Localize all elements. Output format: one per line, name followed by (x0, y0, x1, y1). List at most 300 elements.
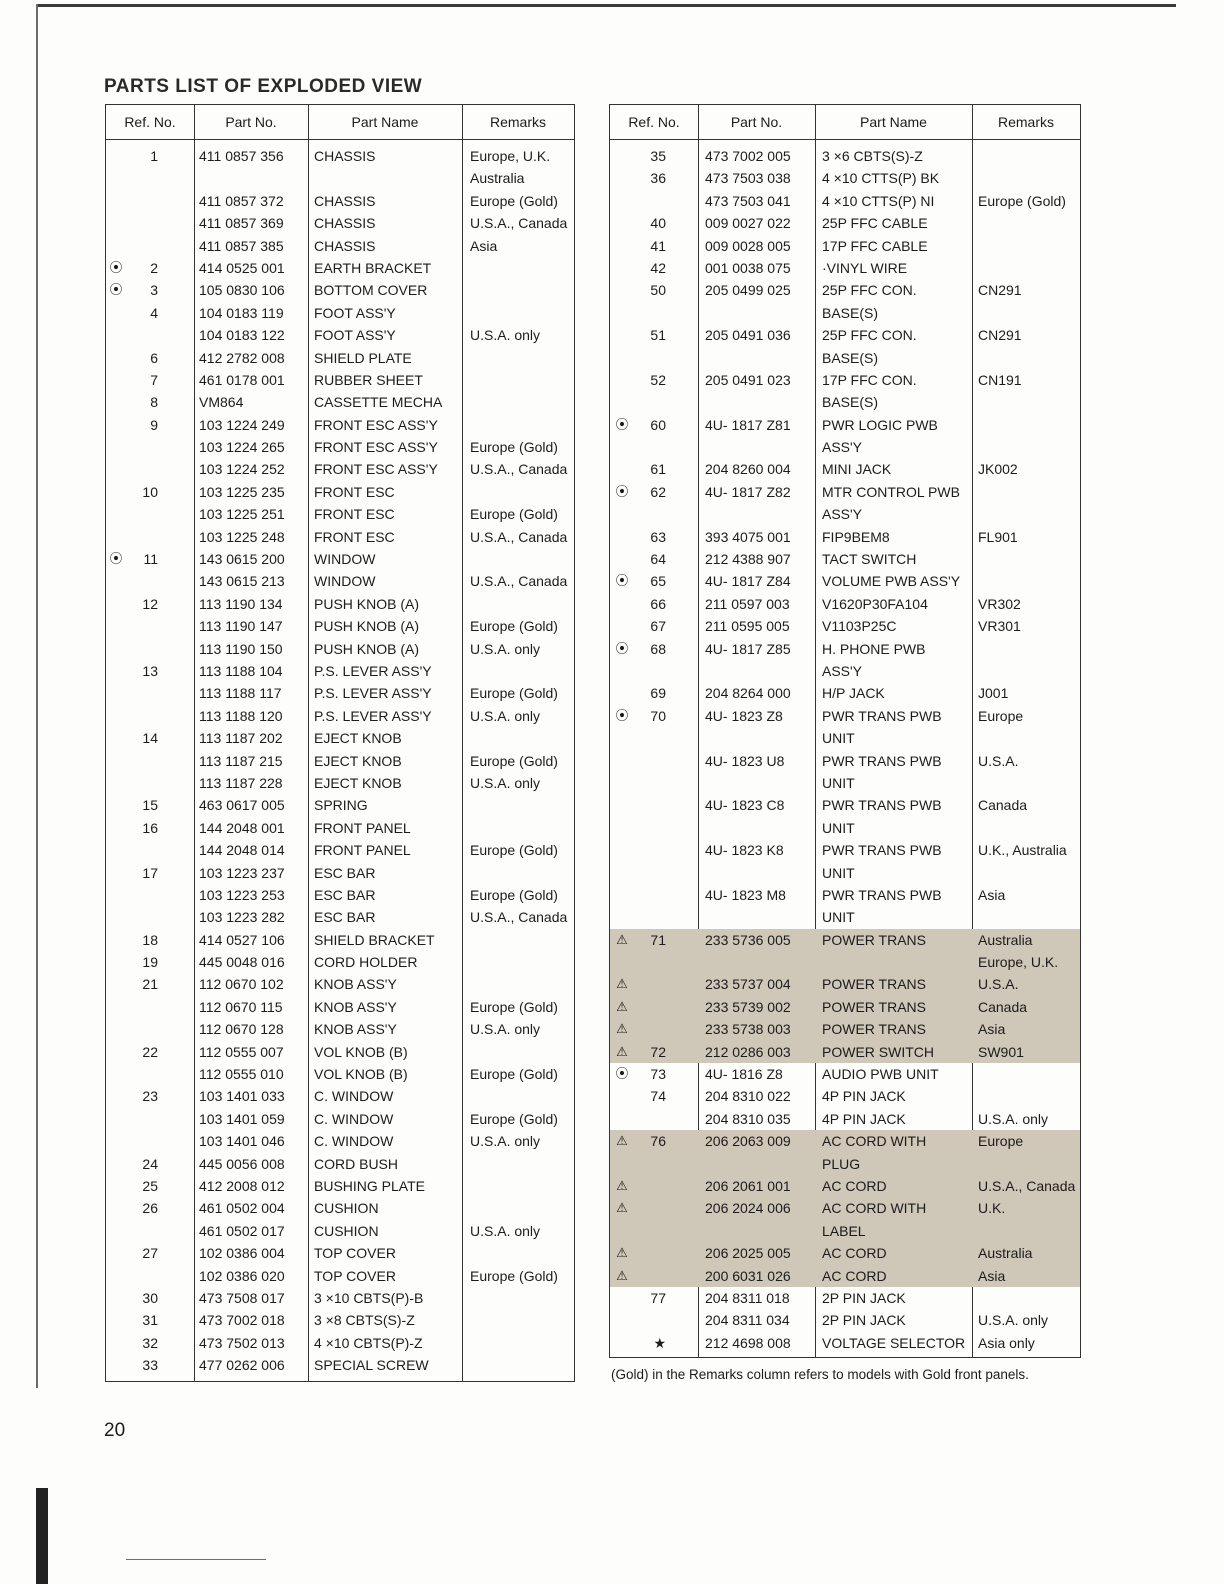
part-name-cell: LABEL (822, 1222, 866, 1239)
part-name-cell: PUSH KNOB (A) (314, 618, 420, 635)
part-name-cell: 4 ×10 CTTS(P) BK (822, 170, 940, 187)
table-row (610, 951, 1080, 973)
part-no-cell: 412 2008 012 (199, 1177, 285, 1194)
table-row (106, 884, 574, 906)
part-name-cell: FRONT ESC (314, 506, 395, 523)
part-name-cell: 17P FFC CABLE (822, 237, 928, 254)
table-row (610, 1220, 1080, 1242)
part-name-cell: VOL KNOB (B) (314, 1066, 408, 1083)
part-name-cell: UNIT (822, 909, 855, 926)
table-row (106, 1354, 574, 1376)
part-no-cell: 473 7503 038 (705, 170, 791, 187)
part-name-cell: BUSHING PLATE (314, 1177, 425, 1194)
remarks-cell: Europe (Gold) (978, 192, 1066, 209)
table-row (610, 638, 1080, 660)
part-no-cell: 143 0615 200 (199, 551, 285, 568)
table-row (106, 772, 574, 794)
remarks-cell: Europe (Gold) (470, 506, 558, 523)
row-mark-icon: ⦿ (109, 282, 123, 298)
part-name-cell: 3 ×10 CBTS(P)-B (314, 1289, 424, 1306)
part-no-cell: 411 0857 372 (199, 192, 284, 209)
part-no-cell: 001 0038 075 (705, 259, 791, 276)
table-row (610, 593, 1080, 615)
ref-no-cell: 66 (650, 595, 666, 612)
table-body-left (106, 145, 574, 1376)
part-no-cell: 461 0502 004 (199, 1200, 285, 1217)
table-row (610, 705, 1080, 727)
part-name-cell: MTR CONTROL PWB (822, 483, 960, 500)
ref-no-cell: 26 (142, 1200, 158, 1217)
table-header (106, 105, 574, 140)
table-row (106, 391, 574, 413)
table-row (106, 347, 574, 369)
part-no-cell: 102 0386 004 (199, 1245, 285, 1262)
remarks-cell: JK002 (978, 461, 1018, 478)
ref-no-cell: 64 (650, 551, 666, 568)
remarks-cell: CN291 (978, 327, 1022, 344)
table-row (610, 817, 1080, 839)
ref-no-cell: 2 (150, 259, 158, 276)
table-row (610, 1153, 1080, 1175)
table-row (106, 257, 574, 279)
ref-no-cell: 32 (142, 1334, 158, 1351)
part-name-cell: FOOT ASS'Y (314, 304, 396, 321)
ref-no-cell: 40 (650, 215, 666, 232)
row-mark-icon: ⦿ (615, 707, 629, 723)
part-name-cell: C. WINDOW (314, 1133, 394, 1150)
remarks-cell: Europe (Gold) (470, 439, 558, 456)
table-row (106, 481, 574, 503)
part-no-cell: 113 1187 228 (199, 774, 283, 791)
bottom-underline (126, 1559, 266, 1560)
ref-no-cell: 24 (142, 1155, 158, 1172)
ref-no-cell: 72 (650, 1043, 666, 1060)
ref-no-cell: 21 (142, 976, 158, 993)
ref-no-cell: 25 (142, 1177, 158, 1194)
row-mark-icon: ⚠ (616, 976, 628, 992)
ref-no-cell: 51 (650, 327, 666, 344)
part-name-cell: FRONT ESC (314, 528, 395, 545)
part-name-cell: 4P PIN JACK (822, 1088, 906, 1105)
part-name-cell: 3 ×6 CBTS(S)-Z (822, 148, 923, 164)
part-name-cell: FRONT ESC ASS'Y (314, 416, 438, 433)
part-name-cell: KNOB ASS'Y (314, 976, 397, 993)
table-row (106, 1287, 574, 1309)
remarks-cell: U.S.A. (978, 976, 1019, 993)
table-row (610, 1265, 1080, 1287)
part-name-cell: UNIT (822, 774, 855, 791)
remarks-cell: Europe (978, 707, 1024, 724)
table-row (106, 526, 574, 548)
table-row (610, 615, 1080, 637)
part-name-cell: SHIELD PLATE (314, 349, 412, 366)
ref-no-cell: ★ (653, 1334, 666, 1351)
part-name-cell: PUSH KNOB (A) (314, 640, 420, 657)
ref-no-cell: 19 (142, 954, 158, 971)
table-row (106, 369, 574, 391)
part-name-cell: CHASSIS (314, 237, 376, 254)
part-name-cell: CHASSIS (314, 215, 376, 232)
part-name-cell: BOTTOM COVER (314, 282, 428, 299)
parts-table-left (105, 104, 575, 1382)
part-no-cell: 461 0502 017 (199, 1222, 285, 1239)
part-name-cell: 25P FFC CON. (822, 327, 917, 344)
row-mark-icon: ⦿ (615, 1066, 629, 1082)
part-name-cell: PUSH KNOB (A) (314, 595, 420, 612)
table-row (610, 884, 1080, 906)
part-no-cell: 204 8311 018 (705, 1289, 790, 1306)
part-no-cell: 112 0555 007 (199, 1043, 284, 1060)
part-name-cell: PWR TRANS PWB (822, 886, 942, 903)
part-no-cell: 473 7002 005 (705, 148, 791, 164)
table-row (106, 839, 574, 861)
ref-no-cell: 61 (650, 461, 666, 478)
part-no-cell: 414 0527 106 (199, 931, 285, 948)
table-row (610, 481, 1080, 503)
row-mark-icon: ⚠ (616, 1177, 628, 1193)
table-row (610, 548, 1080, 570)
table-row (610, 862, 1080, 884)
part-name-cell: AC CORD WITH (822, 1200, 927, 1217)
remarks-cell: U.S.A., Canada (470, 215, 568, 232)
table-row (610, 1287, 1080, 1309)
table-row (106, 1153, 574, 1175)
part-name-cell: WINDOW (314, 551, 376, 568)
part-no-cell: 4U- 1817 Z81 (705, 416, 791, 433)
page-number: 20 (104, 1420, 126, 1441)
part-no-cell: 104 0183 122 (199, 327, 285, 344)
part-no-cell: VM864 (199, 394, 244, 411)
table-row (610, 279, 1080, 301)
table-row (106, 615, 574, 637)
part-name-cell: AC CORD (822, 1267, 887, 1284)
footnote: (Gold) in the Remarks column refers to models with Gold front panels. (611, 1367, 1029, 1382)
ref-no-cell: 14 (142, 730, 158, 747)
table-row (610, 1063, 1080, 1085)
remarks-cell: Europe (Gold) (470, 886, 558, 903)
row-mark-icon: ⚠ (616, 1021, 628, 1037)
part-no-cell: 204 8264 000 (705, 685, 791, 702)
part-name-cell: 2P PIN JACK (822, 1312, 906, 1329)
part-name-cell: MINI JACK (822, 461, 892, 478)
table-body-right (610, 145, 1080, 1354)
part-no-cell: 4U- 1823 Z8 (705, 707, 783, 724)
header-remarks: Remarks (489, 114, 546, 130)
part-name-cell: FRONT ESC ASS'Y (314, 461, 438, 478)
part-no-cell: 200 6031 026 (705, 1267, 791, 1284)
table-row (610, 302, 1080, 324)
remarks-cell: Asia only (978, 1334, 1035, 1351)
remarks-cell: VR302 (978, 595, 1021, 612)
ref-no-cell: 22 (142, 1043, 158, 1060)
parts-table-right (609, 104, 1081, 1358)
ref-no-cell: 63 (650, 528, 666, 545)
part-no-cell: 104 0183 119 (199, 304, 284, 321)
table-row (610, 391, 1080, 413)
part-no-cell: 233 5737 004 (705, 976, 791, 993)
table-row (106, 212, 574, 234)
part-name-cell: AC CORD WITH (822, 1133, 927, 1150)
table-row (106, 235, 574, 257)
table-row (106, 817, 574, 839)
remarks-cell: Europe (Gold) (470, 998, 558, 1015)
remarks-cell: U.S.A. only (470, 1133, 541, 1150)
part-no-cell: 103 1223 237 (199, 864, 285, 881)
remarks-cell: U.S.A. only (470, 1222, 541, 1239)
part-name-cell: POWER TRANS (822, 998, 926, 1015)
part-name-cell: POWER TRANS (822, 1021, 926, 1038)
ref-no-cell: 52 (650, 371, 666, 388)
row-mark-icon: ⚠ (616, 1267, 628, 1283)
part-no-cell: 473 7508 017 (199, 1289, 285, 1306)
table-row (610, 772, 1080, 794)
table-row (106, 1130, 574, 1152)
part-name-cell: POWER TRANS (822, 976, 926, 993)
ref-no-cell: 27 (142, 1245, 158, 1262)
part-name-cell: UNIT (822, 819, 855, 836)
row-mark-icon: ⦿ (109, 551, 123, 567)
table-row (106, 1108, 574, 1130)
part-name-cell: 2P PIN JACK (822, 1289, 906, 1306)
part-no-cell: 103 1224 249 (199, 416, 285, 433)
part-no-cell: 445 0048 016 (199, 954, 285, 971)
remarks-cell: U.S.A., Canada (470, 573, 568, 590)
row-mark-icon: ⦿ (615, 640, 629, 656)
table-row (106, 436, 574, 458)
part-no-cell: 113 1190 147 (199, 618, 283, 635)
table-row (106, 324, 574, 346)
remarks-cell: U.S.A., Canada (470, 528, 568, 545)
part-no-cell: 212 0286 003 (705, 1043, 791, 1060)
part-name-cell: TOP COVER (314, 1267, 396, 1284)
remarks-cell: Europe, U.K. (470, 148, 551, 164)
remarks-cell: Europe (Gold) (470, 685, 558, 702)
table-row (610, 996, 1080, 1018)
part-no-cell: 4U- 1817 Z84 (705, 573, 791, 590)
table-row (610, 190, 1080, 212)
part-name-cell: AC CORD (822, 1245, 887, 1262)
table-row (106, 570, 574, 592)
part-no-cell: 4U- 1823 M8 (705, 886, 786, 903)
part-name-cell: C. WINDOW (314, 1110, 394, 1127)
table-row (610, 257, 1080, 279)
part-name-cell: PWR TRANS PWB (822, 842, 942, 859)
part-name-cell: BASE(S) (822, 304, 879, 321)
part-no-cell: 113 1188 120 (199, 707, 283, 724)
part-name-cell: ESC BAR (314, 864, 376, 881)
table-row (610, 906, 1080, 928)
table-row (106, 1197, 574, 1219)
part-no-cell: 143 0615 213 (199, 573, 285, 590)
ref-no-cell: 70 (650, 707, 666, 724)
part-no-cell: 204 8260 004 (705, 461, 791, 478)
ref-no-cell: 50 (650, 282, 666, 299)
remarks-cell: U.S.A. only (470, 640, 541, 657)
part-no-cell: 4U- 1823 C8 (705, 797, 785, 814)
table-row (106, 929, 574, 951)
part-name-cell: FRONT PANEL (314, 842, 411, 859)
part-name-cell: FRONT ESC ASS'Y (314, 439, 438, 456)
table-row (610, 458, 1080, 480)
remarks-cell: CN191 (978, 371, 1022, 388)
remarks-cell: Asia (978, 886, 1006, 903)
part-no-cell: 103 1224 265 (199, 439, 285, 456)
part-no-cell: 103 1401 059 (199, 1110, 285, 1127)
part-no-cell: 473 7002 018 (199, 1312, 285, 1329)
table-row (610, 1309, 1080, 1331)
remarks-cell: Australia (978, 1245, 1033, 1262)
part-name-cell: WINDOW (314, 573, 376, 590)
header-part-no: Part No. (225, 114, 277, 130)
part-no-cell: 112 0670 115 (199, 998, 283, 1015)
part-name-cell: EJECT KNOB (314, 752, 402, 769)
part-name-cell: EJECT KNOB (314, 774, 402, 791)
table-row (106, 1063, 574, 1085)
part-no-cell: 211 0597 003 (705, 595, 790, 612)
part-no-cell: 103 1401 033 (199, 1088, 285, 1105)
table-row (106, 1175, 574, 1197)
remarks-cell: VR301 (978, 618, 1021, 635)
remarks-cell: Europe (Gold) (470, 192, 558, 209)
part-name-cell: UNIT (822, 730, 855, 747)
remarks-cell: Asia (978, 1021, 1006, 1038)
part-no-cell: 009 0027 022 (705, 215, 791, 232)
table-row (610, 1197, 1080, 1219)
table-row (106, 682, 574, 704)
ref-no-cell: 33 (142, 1357, 158, 1374)
table-row (106, 1085, 574, 1107)
remarks-cell: U.S.A. only (470, 707, 541, 724)
remarks-cell: U.S.A. only (978, 1110, 1049, 1127)
part-name-cell: VOLUME PWB ASS'Y (822, 573, 961, 590)
part-name-cell: P.S. LEVER ASS'Y (314, 662, 432, 679)
part-no-cell: 103 1225 251 (199, 506, 285, 523)
part-no-cell: 113 1187 215 (199, 752, 283, 769)
part-no-cell: 411 0857 385 (199, 237, 284, 254)
part-name-cell: EJECT KNOB (314, 730, 402, 747)
ref-no-cell: 67 (650, 618, 666, 635)
top-border-line (36, 4, 1176, 7)
part-name-cell: AUDIO PWB UNIT (822, 1066, 939, 1083)
ref-no-cell: 16 (142, 819, 158, 836)
part-no-cell: 4U- 1816 Z8 (705, 1066, 783, 1083)
part-no-cell: 463 0617 005 (199, 797, 285, 814)
remarks-cell: Europe (Gold) (470, 1066, 558, 1083)
remarks-cell: Australia (470, 170, 525, 187)
part-name-cell: VOL KNOB (B) (314, 1043, 408, 1060)
remarks-cell: U.K. (978, 1200, 1006, 1217)
table-row (610, 839, 1080, 861)
table-row (610, 369, 1080, 391)
part-no-cell: 113 1188 104 (199, 662, 283, 679)
remarks-cell: FL901 (978, 528, 1018, 545)
part-name-cell: UNIT (822, 864, 855, 881)
ref-no-cell: 7 (150, 371, 158, 388)
part-name-cell: 3 ×8 CBTS(S)-Z (314, 1312, 415, 1329)
part-no-cell: 103 1224 252 (199, 461, 285, 478)
part-name-cell: FRONT PANEL (314, 819, 411, 836)
page-title: PARTS LIST OF EXPLODED VIEW (104, 76, 423, 97)
ref-no-cell: 13 (142, 662, 158, 679)
part-name-cell: CUSHION (314, 1222, 379, 1239)
remarks-cell: Europe, U.K. (978, 954, 1059, 971)
ref-no-cell: 6 (150, 349, 158, 366)
table-row (106, 951, 574, 973)
header-remarks: Remarks (997, 114, 1054, 130)
table-row (106, 1332, 574, 1354)
part-name-cell: H. PHONE PWB (822, 640, 926, 657)
table-row (106, 906, 574, 928)
ref-no-cell: 31 (142, 1312, 158, 1329)
part-no-cell: 113 1188 117 (199, 685, 282, 702)
part-name-cell: 17P FFC CON. (822, 371, 917, 388)
table-row (106, 1265, 574, 1287)
table-row (610, 1332, 1080, 1354)
part-no-cell: 473 7503 041 (705, 192, 791, 209)
part-no-cell: 144 2048 014 (199, 842, 285, 859)
table-row (106, 503, 574, 525)
table-row (610, 929, 1080, 951)
part-no-cell: 205 0491 023 (705, 371, 791, 388)
header-part-name: Part Name (351, 114, 419, 130)
part-no-cell: 105 0830 106 (199, 282, 285, 299)
header-ref: Ref. No. (628, 114, 680, 130)
part-no-cell: 204 8310 035 (705, 1110, 791, 1127)
table-row (106, 1018, 574, 1040)
remarks-cell: Europe (Gold) (470, 842, 558, 859)
ref-no-cell: 17 (142, 864, 158, 881)
part-name-cell: ASS'Y (822, 506, 863, 523)
part-no-cell: 113 1190 150 (199, 640, 283, 657)
part-no-cell: 205 0499 025 (705, 282, 791, 299)
ref-no-cell: 69 (650, 685, 666, 702)
part-no-cell: 103 1225 248 (199, 528, 285, 545)
table-row (106, 190, 574, 212)
part-no-cell: 445 0056 008 (199, 1155, 285, 1172)
part-no-cell: 205 0491 036 (705, 327, 791, 344)
part-name-cell: CHASSIS (314, 192, 376, 209)
table-row (610, 1130, 1080, 1152)
remarks-cell: Europe (Gold) (470, 1267, 558, 1284)
part-name-cell: EARTH BRACKET (314, 259, 432, 276)
ref-no-cell: 15 (142, 797, 158, 814)
table-row (610, 526, 1080, 548)
header-part-name: Part Name (860, 114, 927, 130)
table-row (610, 503, 1080, 525)
remarks-cell: Europe (Gold) (470, 618, 558, 635)
ref-no-cell: 30 (142, 1289, 158, 1306)
part-name-cell: KNOB ASS'Y (314, 1021, 397, 1038)
table-row (610, 167, 1080, 189)
header-part-no: Part No. (730, 114, 783, 130)
part-no-cell: 206 2024 006 (705, 1200, 791, 1217)
ref-no-cell: 60 (650, 416, 666, 433)
part-no-cell: 233 5738 003 (705, 1021, 791, 1038)
row-mark-icon: ⚠ (616, 998, 628, 1014)
part-name-cell: BASE(S) (822, 394, 879, 411)
part-no-cell: 473 7502 013 (199, 1334, 285, 1351)
remarks-cell: Australia (978, 931, 1033, 948)
remarks-cell: Canada (978, 797, 1028, 814)
table-row (106, 794, 574, 816)
part-no-cell: 233 5736 005 (705, 931, 791, 948)
remarks-cell: U.S.A. only (978, 1312, 1049, 1329)
table-row (106, 414, 574, 436)
part-name-cell: TOP COVER (314, 1245, 396, 1262)
table-row (106, 1220, 574, 1242)
table-row (106, 705, 574, 727)
part-no-cell: 4U- 1817 Z82 (705, 483, 791, 500)
